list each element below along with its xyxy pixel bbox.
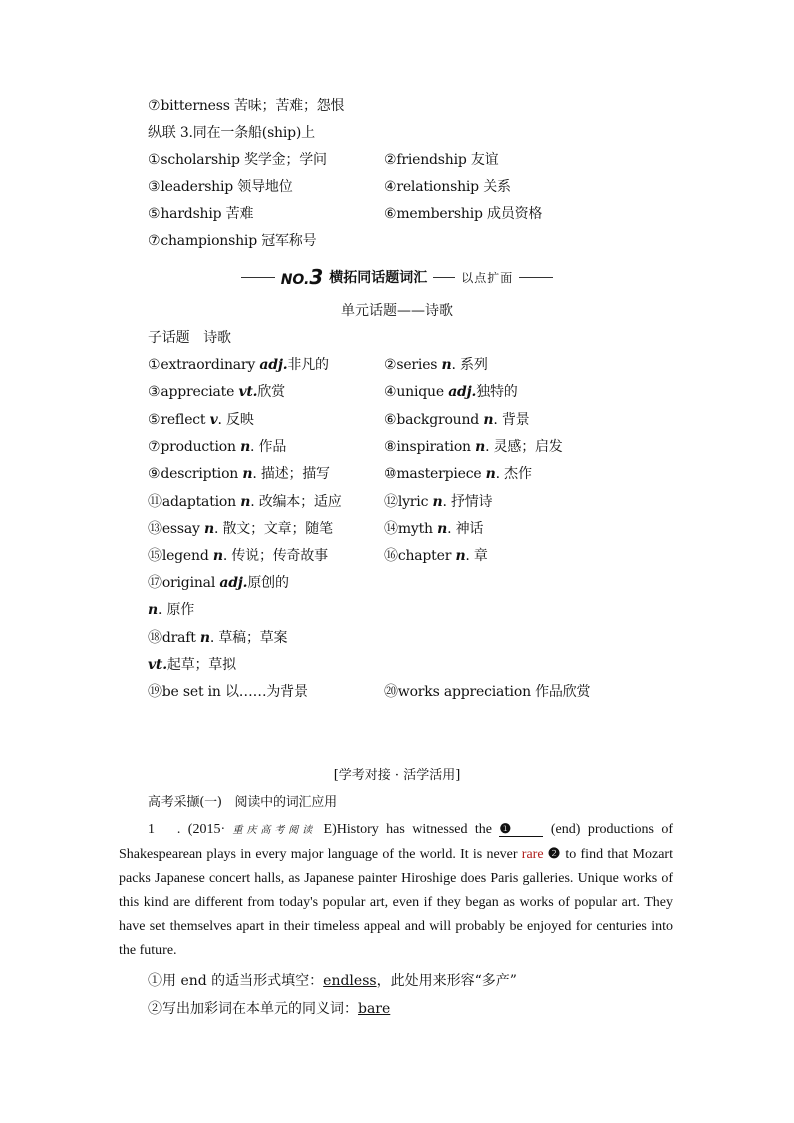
answer-1: endless bbox=[323, 973, 377, 989]
set3-item: ⑦championship 冠军称号 bbox=[148, 233, 317, 249]
marker-2: ❷ bbox=[543, 847, 566, 862]
vocab-item: ②series n. 系列 bbox=[384, 357, 488, 373]
vocab-item: ③appreciate vt.欣赏 bbox=[148, 384, 285, 400]
set3-item: ②friendship 友谊 bbox=[384, 152, 499, 168]
vocab-item: ⑮legend n. 传说；传奇故事 bbox=[148, 548, 328, 564]
vocab-item: ①extraordinary adj.非凡的 bbox=[148, 357, 329, 373]
reading-heading: 高考采撷(一) 阅读中的词汇应用 bbox=[148, 795, 337, 810]
vocab-item-works-appreciation: ⑳works appreciation 作品欣赏 bbox=[384, 684, 591, 700]
unit-topic: 单元话题——诗歌 bbox=[341, 303, 453, 319]
vocab-item: ⑥background n. 背景 bbox=[384, 412, 530, 428]
vocab-item-original: ⑰original adj.原创的 bbox=[148, 575, 289, 591]
set3-item: ⑤hardship 苦难 bbox=[148, 206, 254, 222]
highlighted-word: rare bbox=[521, 847, 544, 862]
banner-dash-right bbox=[519, 277, 553, 278]
section-heading: [学考对接 · 活学活用] bbox=[333, 768, 461, 783]
vocab-item: ④unique adj.独特的 bbox=[384, 384, 518, 400]
set3-item: ①scholarship 奖学金；学问 bbox=[148, 152, 327, 168]
vocab-item-draft: ⑱draft n. 草稿；草案 bbox=[148, 630, 288, 646]
set3-title: 纵联 3.同在一条船(ship)上 bbox=[148, 125, 315, 141]
vocab-item: ⑨description n. 描述；描写 bbox=[148, 466, 330, 482]
vocab-item-draft-verb: vt.起草；草拟 bbox=[148, 657, 236, 673]
reading-passage: 1 . (2015· 重庆高考阅读 E)History has witnessed the ❶ (end) productions of Shakespearean plays in every major language of the world. It is never rare ❷ to find that Mozart packs Japanese concert halls, as Japanese painter Hiroshige does Paris galleries. Unique works of this kind are different from today's popular art, even if they began as works of popular art. They have set themselves apart in their timeless appeal and will probably be enjoyed for centuries into the future. bbox=[119, 821, 674, 958]
answer-2: bare bbox=[358, 1001, 391, 1017]
vocab-item: ⑦production n. 作品 bbox=[148, 439, 287, 455]
subtopic: 子话题 诗歌 bbox=[148, 330, 231, 346]
vocab-item-be-set-in: ⑲be set in 以……为背景 bbox=[148, 684, 308, 700]
vocab-item: ⑬essay n. 散文；文章；随笔 bbox=[148, 521, 333, 537]
vocab-item-original-noun: n. 原作 bbox=[148, 602, 195, 618]
banner-dash-mid bbox=[433, 277, 455, 278]
vocab-item: ⑤reflect v. 反映 bbox=[148, 412, 254, 428]
blank-1: ❶ bbox=[499, 822, 543, 837]
passage-source: 重庆高考阅读 bbox=[232, 825, 317, 836]
banner-number: NO.3 bbox=[280, 265, 324, 289]
question-2: ②写出加彩词在本单元的同义词：bare bbox=[148, 1001, 391, 1017]
vocab-item: ⑯chapter n. 章 bbox=[384, 548, 488, 564]
set3-item: ④relationship 关系 bbox=[384, 179, 511, 195]
vocab-item: ⑫lyric n. 抒情诗 bbox=[384, 494, 493, 510]
vocab-item: ⑧inspiration n. 灵感；启发 bbox=[384, 439, 563, 455]
vocab-item: ⑩masterpiece n. 杰作 bbox=[384, 466, 532, 482]
vocab-item: ⑪adaptation n. 改编本；适应 bbox=[148, 494, 342, 510]
set3-item: ⑥membership 成员资格 bbox=[384, 206, 543, 222]
banner-title: 横拓同话题词汇 bbox=[329, 270, 428, 286]
vocab-item-bitterness: ⑦bitterness 苦味；苦难；怨恨 bbox=[148, 98, 345, 114]
question-1: ①用 end 的适当形式填空：endless，此处用来形容“多产” bbox=[148, 973, 517, 989]
vocab-item: ⑭myth n. 神话 bbox=[384, 521, 484, 537]
section-banner bbox=[0, 266, 794, 288]
set3-item: ③leadership 领导地位 bbox=[148, 179, 293, 195]
banner-subtitle: 以点扩面 bbox=[461, 270, 514, 285]
banner-dash-left bbox=[241, 277, 275, 278]
